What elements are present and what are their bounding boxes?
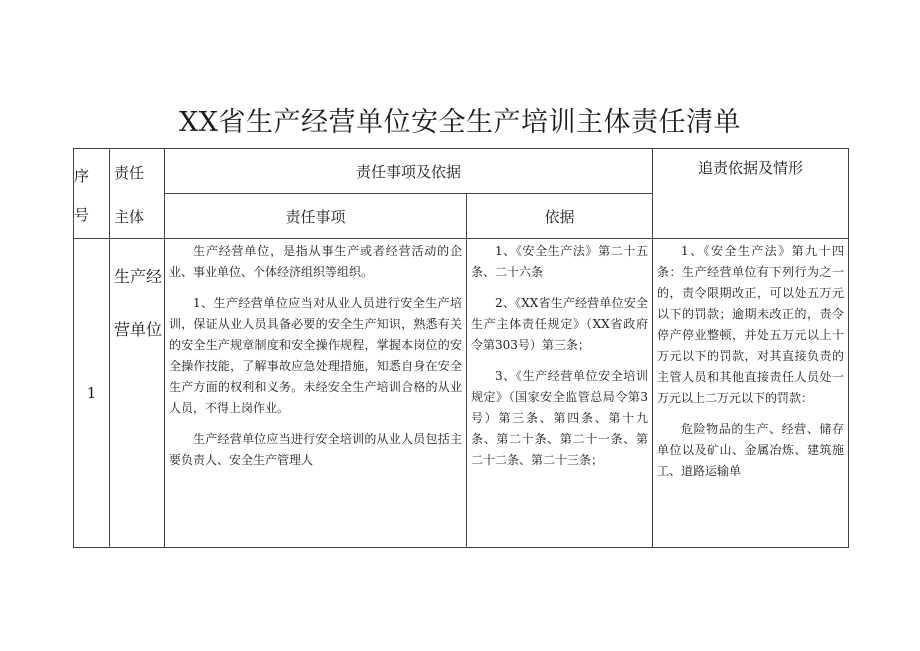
accountability-cell (653, 239, 849, 548)
basis-paragraph: 2、《XX省生产经营单位安全生产主体责任规定》（XX省政府令第303号）第三条； (471, 296, 649, 352)
basis-paragraph: 1、《安全生产法》第二十五条、二十六条 (471, 244, 649, 279)
matters-cell (165, 239, 467, 548)
matters-header: 责任事项 (165, 194, 467, 239)
subject-header-line1: 责任 (114, 164, 145, 182)
matters-paragraph: 生产经营单位应当进行安全培训的从业人员包括主要负责人、安全生产管理人 (169, 432, 462, 467)
matters-and-basis-header: 责任事项及依据 (165, 149, 653, 194)
accountability-paragraph: 1、《安全生产法》第九十四条：生产经营单位有下列行为之一的，责令限期改正，可以处五万元以下的罚款；逾期未改正的，责令停产停业整顿，并处五万元以上十万元以下的罚款，对其直接负责的主管人员和其他直接责任人员处一万元以上二万元以下的罚款： (657, 244, 845, 405)
basis-header: 依据 (467, 194, 653, 239)
seq-header (74, 149, 110, 239)
accountability-paragraph: 危险物品的生产、经营、储存单位以及矿山、金属冶炼、建筑施工、道路运输单 (657, 422, 845, 478)
seq-header-line2: 号 (74, 206, 90, 224)
row-subject-line2: 营单位 (114, 320, 163, 339)
matters-paragraph: 1、生产经营单位应当对从业人员进行安全生产培训，保证从业人员具备必要的安全生产知识，熟悉有关的安全生产规章制度和安全操作规程，掌握本岗位的安全操作技能，了解事故应急处理措施，知悉自身在安全生产方面的权利和义务。未经安全生产培训合格的从业人员，不得上岗作业。 (169, 296, 462, 415)
basis-cell (467, 239, 653, 548)
subject-header-line2: 主体 (114, 208, 145, 226)
row-number: 1 (74, 239, 110, 548)
basis-paragraph: 3、《生产经营单位安全培训规定》（国家安全监管总局令第3号）第三条、第四条、第十九条、第二十条、第二十一条、第二十二条、第二十三条； (471, 369, 649, 467)
responsibility-table (73, 148, 849, 548)
accountability-header: 追责依据及情形 (653, 149, 849, 239)
subject-header (110, 149, 165, 239)
document-title: XX省生产经营单位安全生产培训主体责任清单 (179, 107, 741, 138)
row-subject-line1: 生产经 (114, 267, 163, 286)
table-row (74, 239, 849, 548)
matters-paragraph: 生产经营单位，是指从事生产或者经营活动的企业、事业单位、个体经济组织等组织。 (169, 244, 462, 279)
seq-header-line1: 序 (74, 167, 90, 185)
row-subject (110, 239, 165, 548)
